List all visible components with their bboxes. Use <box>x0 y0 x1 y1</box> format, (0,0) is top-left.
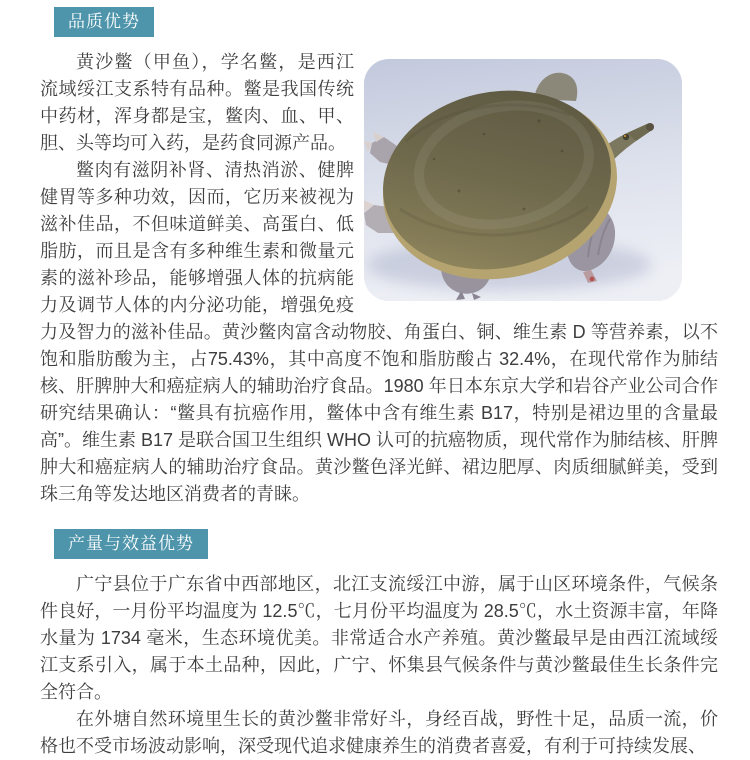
paragraph-turtle-intro: 黄沙鳖（甲鱼），学名鳖，是西江流域绥江支系特有品种。鳖是我国传统中药材，浑身都是宝，鳖肉、血、甲、胆、头等均可入药，是药食同源产品。 <box>40 52 354 153</box>
section-yield-body <box>40 571 718 760</box>
section-quality <box>0 7 750 508</box>
section-yield <box>0 529 750 760</box>
turtle-photo-illustration <box>364 59 682 301</box>
section-badge-quality: 品质优势 <box>54 7 154 37</box>
section-quality-body <box>40 49 718 508</box>
turtle-photo <box>364 59 682 301</box>
paragraph-market-quality: 在外塘自然环境里生长的黄沙鳖非常好斗，身经百战，野性十足，品质一流，价格也不受市场波动影响，深受现代追求健康养生的消费者喜爱，有利于可持续发展、 <box>40 709 718 756</box>
paragraph-turtle-nutrition: 鳖肉有滋阴补肾、清热消淤、健脾健胃等多种功效，因而，它历来被视为滋补佳品，不但味道鲜美、高蛋白、低脂肪，而且是含有多种维生素和微量元素的滋补珍品，能够增强人体的抗病能力及调节人体的内分泌功能，增强免疫力及智力的滋补佳品。黄沙鳖肉富含动物胶、角蛋白、铜、维生素 D 等营养素，以不饱和脂肪酸为主，占75.43%，其中高度不饱和脂肪酸占 32.4%，在现代常作为肺结核、肝脾肿大和癌症病人的辅助治疗食品。1980 年日本东京大学和岩谷产业公司合作研究结果确认：“鳖具有抗癌作用，鳖体中含有维生素 B17，特别是裙边里的含量最高”。维生素 B17 是联合国卫生组织 WHO 认可的抗癌物质，现代常作为肺结核、肝脾肿大和癌症病人的辅助治疗食品。黄沙鳖色泽光鲜、裙边肥厚、肉质细腻鲜美，受到珠三角等发达地区消费者的青睐。 <box>40 160 719 504</box>
section-badge-yield: 产量与效益优势 <box>54 529 208 559</box>
paragraph-region-climate: 广宁县位于广东省中西部地区，北江支流绥江中游，属于山区环境条件，气候条件良好，一月份平均温度为 12.5℃，七月份平均温度为 28.5℃，水土资源丰富，年降水量为 1734 毫米，生态环境优美。非常适合水产养殖。黄沙鳖最早是由西江流域绥江支系引入，属于本土品种，因此，广宁、怀集县气候条件与黄沙鳖最佳生长条件完全符合。 <box>40 574 718 702</box>
